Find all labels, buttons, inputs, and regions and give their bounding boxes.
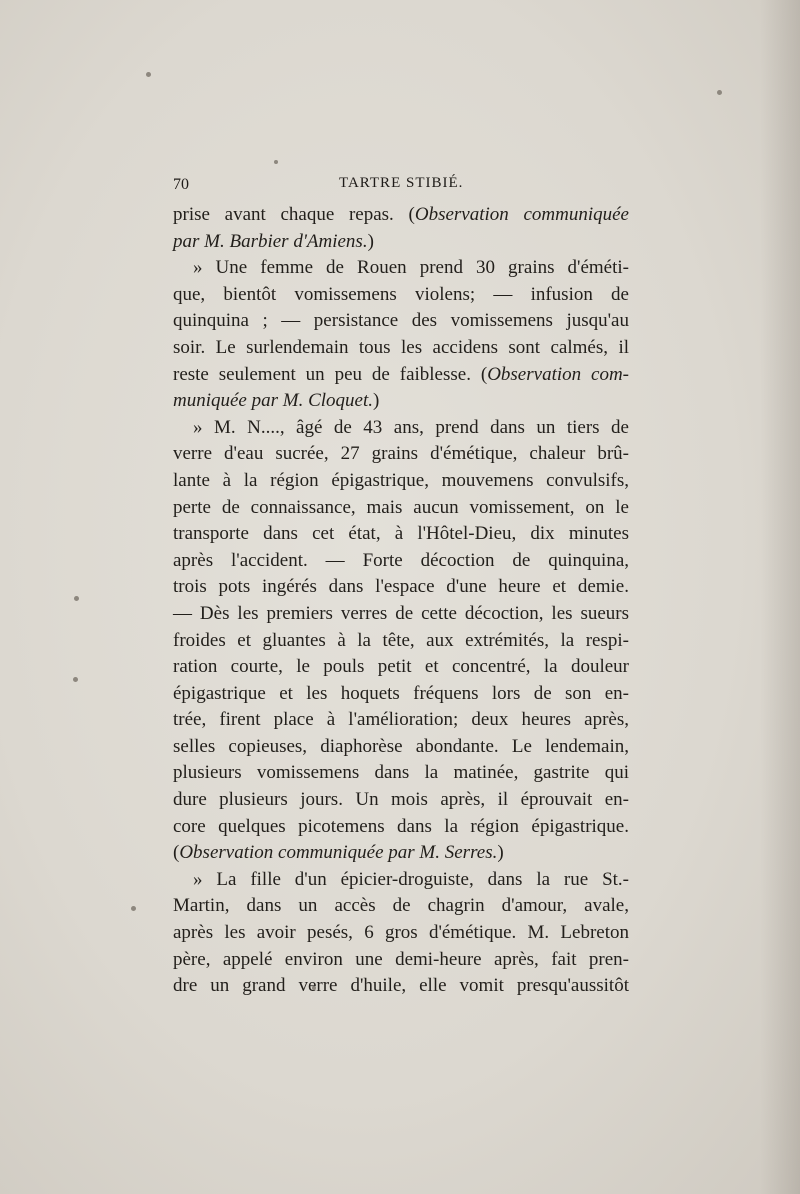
text-line xyxy=(173,734,629,761)
paper-speck xyxy=(717,90,722,95)
text-line xyxy=(173,415,629,442)
text-segment: » La fille d'un épicier-droguiste, dans la rue St.- xyxy=(193,868,629,890)
text-segment: core quelques picotemens dans la région épigastrique. xyxy=(173,815,629,837)
text-segment: » Une femme de Rouen prend 30 grains d'éméti- xyxy=(193,257,629,279)
page-number: 70 xyxy=(173,176,189,193)
text-line xyxy=(173,840,629,867)
text-segment: soir. Le surlendemain tous les accidens sont calmés, il xyxy=(173,336,629,358)
text-line xyxy=(173,628,629,655)
text-line xyxy=(173,441,629,468)
paper-speck xyxy=(146,72,151,77)
text-line xyxy=(173,495,629,522)
text-segment: trée, firent place à l'amélioration; deux heures après, xyxy=(173,709,629,731)
text-segment: père, appelé environ une demi-heure après, fait pren- xyxy=(173,948,629,970)
text-line xyxy=(173,893,629,920)
body-text xyxy=(173,202,629,1000)
text-segment: que, bientôt vomissemens violens; — infusion de xyxy=(173,283,629,305)
paper-speck xyxy=(131,906,136,911)
text-segment: ) xyxy=(367,230,374,252)
text-line xyxy=(173,548,629,575)
paper-speck xyxy=(74,596,79,601)
text-segment: froides et gluantes à la tête, aux extrémités, la respi- xyxy=(173,629,629,651)
text-line xyxy=(173,654,629,681)
text-segment: ) xyxy=(373,390,380,412)
text-line xyxy=(173,308,629,335)
text-segment: après les avoir pesés, 6 gros d'émétique. M. Lebreton xyxy=(173,922,629,944)
text-line xyxy=(173,867,629,894)
running-header xyxy=(173,173,635,199)
text-line xyxy=(173,947,629,974)
text-segment: quinquina ; — persistance des vomissemens jusqu'au xyxy=(173,310,629,332)
paper-speck xyxy=(73,677,78,682)
italic-text: par M. Barbier d'Amiens. xyxy=(173,230,368,252)
text-line xyxy=(173,388,629,415)
text-line xyxy=(173,255,629,282)
text-line xyxy=(173,707,629,734)
text-segment: selles copieuses, diaphorèse abondante. Le lendemain, xyxy=(173,735,629,757)
text-segment: lante à la région épigastrique, mouvemens convulsifs, xyxy=(173,469,629,491)
text-segment: Martin, dans un accès de chagrin d'amour, avale, xyxy=(173,895,629,917)
text-segment: trois pots ingérés dans l'espace d'une heure et demie. xyxy=(173,576,629,598)
text-segment: épigastrique et les hoquets fréquens lors de son en- xyxy=(173,682,629,704)
text-segment: ( xyxy=(173,842,180,864)
running-title: TARTRE STIBIÉ. xyxy=(339,175,464,191)
text-segment: » M. N...., âgé de 43 ans, prend dans un tiers de xyxy=(193,416,629,438)
text-segment: perte de connaissance, mais aucun vomissement, on le xyxy=(173,496,629,518)
text-line xyxy=(173,814,629,841)
text-line xyxy=(173,574,629,601)
text-line xyxy=(173,202,629,229)
text-line xyxy=(173,335,629,362)
text-segment: reste seulement un peu de faiblesse. ( xyxy=(173,363,488,385)
text-segment: dre un grand verre d'huile, elle vomit presqu'aussitôt xyxy=(173,975,629,997)
text-segment: transporte dans cet état, à l'Hôtel-Dieu, dix minutes xyxy=(173,523,629,545)
italic-text: Observation communiquée par M. Serres. xyxy=(179,842,498,864)
text-line xyxy=(173,973,629,1000)
text-line xyxy=(173,760,629,787)
text-line xyxy=(173,468,629,495)
text-segment: plusieurs vomissemens dans la matinée, gastrite qui xyxy=(173,762,629,784)
text-segment: dure plusieurs jours. Un mois après, il éprouvait en- xyxy=(173,789,629,811)
italic-text: Observation com- xyxy=(487,363,629,385)
text-line xyxy=(173,521,629,548)
text-segment: après l'accident. — Forte décoction de quinquina, xyxy=(173,549,629,571)
text-segment: ration courte, le pouls petit et concentré, la douleur xyxy=(173,656,629,678)
page-edge-shadow xyxy=(760,0,800,1194)
italic-text: muniquée par M. Cloquet. xyxy=(173,390,374,412)
text-line xyxy=(173,787,629,814)
text-segment: ) xyxy=(497,842,504,864)
text-line xyxy=(173,681,629,708)
text-segment: verre d'eau sucrée, 27 grains d'émétique, chaleur brû- xyxy=(173,443,629,465)
text-line xyxy=(173,601,629,628)
text-line xyxy=(173,229,629,256)
italic-text: Observation communiquée xyxy=(414,204,629,225)
paper-speck xyxy=(274,160,278,164)
text-segment: — Dès les premiers verres de cette décoction, les sueurs xyxy=(173,602,629,624)
text-line xyxy=(173,920,629,947)
text-line xyxy=(173,282,629,309)
text-segment: prise avant chaque repas. ( xyxy=(173,204,415,225)
text-line xyxy=(173,362,629,389)
